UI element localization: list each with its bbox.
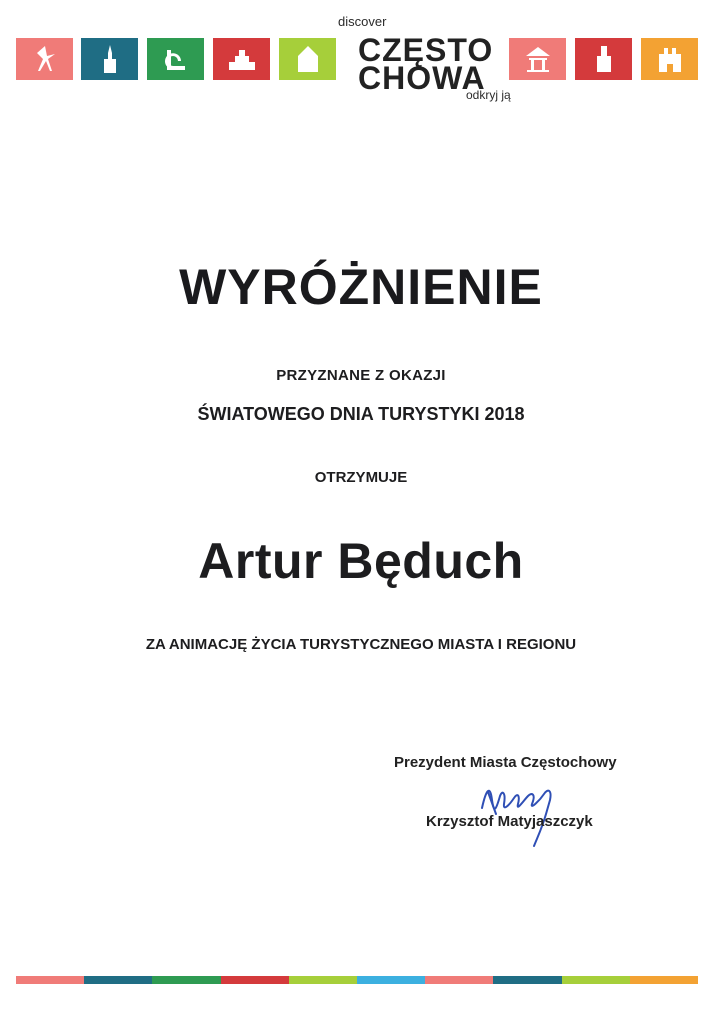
- snail-sculpture-icon: [159, 42, 193, 76]
- footer-stripe: [221, 976, 289, 984]
- logo-discover: discover: [338, 14, 387, 29]
- footer-stripe: [493, 976, 561, 984]
- tower-icon: [587, 42, 621, 76]
- tile-4: [213, 38, 270, 80]
- church-towers-icon: [93, 42, 127, 76]
- tile-3: [147, 38, 204, 80]
- handwritten-signature: [470, 770, 580, 850]
- header-banner: [16, 14, 698, 102]
- footer-stripe: [152, 976, 220, 984]
- footer-stripe: [84, 976, 152, 984]
- occasion-text: ŚWIATOWEGO DNIA TURYSTYKI 2018: [197, 404, 525, 424]
- city-logo: [338, 14, 528, 104]
- building-skyline-icon: [225, 42, 259, 76]
- footer-stripe: [16, 976, 84, 984]
- tile-1: [16, 38, 73, 80]
- logo-tagline: odkryj ją: [466, 88, 511, 102]
- tile-5: [279, 38, 336, 80]
- logo-line-2: CHOWA: [358, 60, 486, 96]
- awarded-on-text: PRZYZNANE Z OKAZJI: [276, 367, 446, 384]
- receives-text: OTRZYMUJE: [314, 469, 408, 486]
- footer-stripe: [289, 976, 357, 984]
- footer-stripe: [425, 976, 493, 984]
- recipient-name: Artur Będuch: [198, 533, 524, 589]
- signatory-title: Prezydent Miasta Częstochowy: [394, 754, 617, 771]
- footer-stripe: [357, 976, 425, 984]
- tile-2: [81, 38, 138, 80]
- tile-8: [641, 38, 698, 80]
- tile-6: [509, 38, 566, 80]
- tile-7: [575, 38, 632, 80]
- gate-icon: [653, 42, 687, 76]
- chapel-icon: [291, 42, 325, 76]
- signatory-name: Krzysztof Matyjaszczyk: [426, 813, 593, 830]
- footer-stripe: [562, 976, 630, 984]
- footer-color-strip: [16, 976, 698, 984]
- certificate-title: WYRÓŻNIENIE: [179, 259, 543, 315]
- dancer-icon: [28, 42, 62, 76]
- footer-stripe: [630, 976, 698, 984]
- pavilion-icon: [521, 42, 555, 76]
- logo-line-1: CZĘSTO: [358, 32, 494, 68]
- award-reason: ZA ANIMACJĘ ŻYCIA TURYSTYCZNEGO MIASTA I REGIONU: [145, 636, 577, 653]
